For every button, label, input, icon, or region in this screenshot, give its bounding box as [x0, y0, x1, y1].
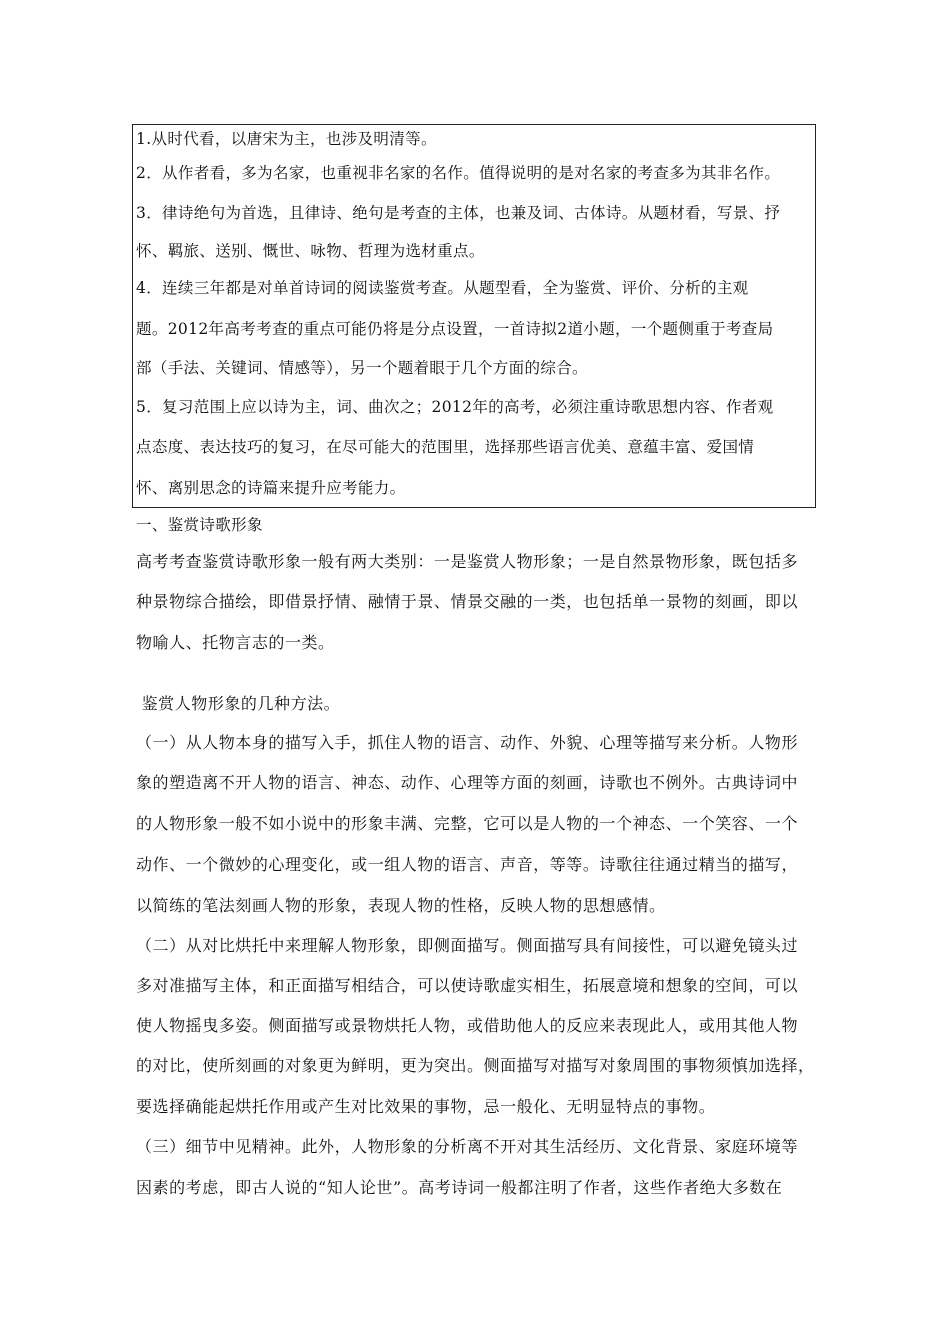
box-line-2: 2．从作者看，多为名家，也重视非名家的名作。值得说明的是对名家的考查多为其非名作。: [136, 164, 781, 182]
box-line-7: 部（手法、关键词、情感等），另一个题着眼于几个方面的综合。: [136, 359, 588, 377]
method1-line-4: 动作、一个微妙的心理变化，或一组人物的语言、声音，等等。诗歌往往通过精当的描写，: [136, 855, 799, 874]
method1-line-2: 象的塑造离不开人物的语言、神态、动作、心理等方面的刻画，诗歌也不例外。古典诗词中: [136, 773, 799, 792]
method2-line-2: 多对准描写主体，和正面描写相结合，可以使诗歌虚实相生，拓展意境和想象的空间，可以: [136, 976, 799, 995]
box-line-9: 点态度、表达技巧的复习，在尽可能大的范围里，选择那些语言优美、意蕴丰富、爱国情: [136, 438, 755, 456]
method2-line-3: 使人物摇曳多姿。侧面描写或景物烘托人物，或借助他人的反应来表现此人，或用其他人物: [136, 1016, 799, 1035]
method2-line-1: （二）从对比烘托中来理解人物形象，即侧面描写。侧面描写具有间接性，可以避免镜头过: [136, 936, 799, 955]
method1-line-1: （一）从人物本身的描写入手，抓住人物的语言、动作、外貌、心理等描写来分析。人物形: [136, 733, 799, 752]
subheading: 鉴赏人物形象的几种方法。: [136, 694, 341, 713]
box-line-8: 5．复习范围上应以诗为主，词、曲次之；2012年的高考，必须注重诗歌思想内容、作者观: [136, 398, 774, 416]
method1-line-3: 的人物形象一般不如小说中的形象丰满、完整，它可以是人物的一个神态、一个笑容、一个: [136, 814, 799, 833]
method2-line-5: 要选择确能起烘托作用或产生对比效果的事物，忌一般化、无明显特点的事物。: [136, 1097, 716, 1116]
section-heading: 一、鉴赏诗歌形象: [136, 516, 263, 534]
method1-line-5: 以简练的笔法刻画人物的形象，表现人物的性格，反映人物的思想感情。: [136, 896, 666, 915]
box-line-10: 怀、离别思念的诗篇来提升应考能力。: [136, 479, 406, 497]
box-line-1: 1.从时代看，以唐宋为主，也涉及明清等。: [136, 130, 437, 148]
box-line-6: 题。2012年高考考查的重点可能仍将是分点设置，一首诗拟2道小题，一个题侧重于考查局: [136, 320, 774, 338]
method3-line-1: （三）细节中见精神。此外，人物形象的分析离不开对其生活经历、文化背景、家庭环境等: [136, 1137, 799, 1156]
method3-line-2: 因素的考虑，即古人说的“知人论世”。高考诗词一般都注明了作者，这些作者绝大多数在: [136, 1178, 783, 1197]
intro-line-2: 种景物综合描绘，即借景抒情、融情于景、情景交融的一类，也包括单一景物的刻画，即以: [136, 592, 799, 611]
box-line-5: 4．连续三年都是对单首诗词的阅读鉴赏考查。从题型看，全为鉴赏、评价、分析的主观: [136, 279, 749, 297]
box-line-3: 3．律诗绝句为首选，且律诗、绝句是考查的主体，也兼及词、古体诗。从题材看，写景、抒: [136, 204, 781, 222]
intro-line-1: 高考考查鉴赏诗歌形象一般有两大类别：一是鉴赏人物形象；一是自然景物形象，既包括多: [136, 552, 799, 571]
intro-line-3: 物喻人、托物言志的一类。: [136, 633, 335, 652]
box-line-4: 怀、羁旅、送别、慨世、咏物、哲理为选材重点。: [136, 242, 485, 260]
method2-line-4: 的对比，使所刻画的对象更为鲜明，更为突出。侧面描写对描写对象周围的事物须慎加选择，: [136, 1056, 815, 1075]
